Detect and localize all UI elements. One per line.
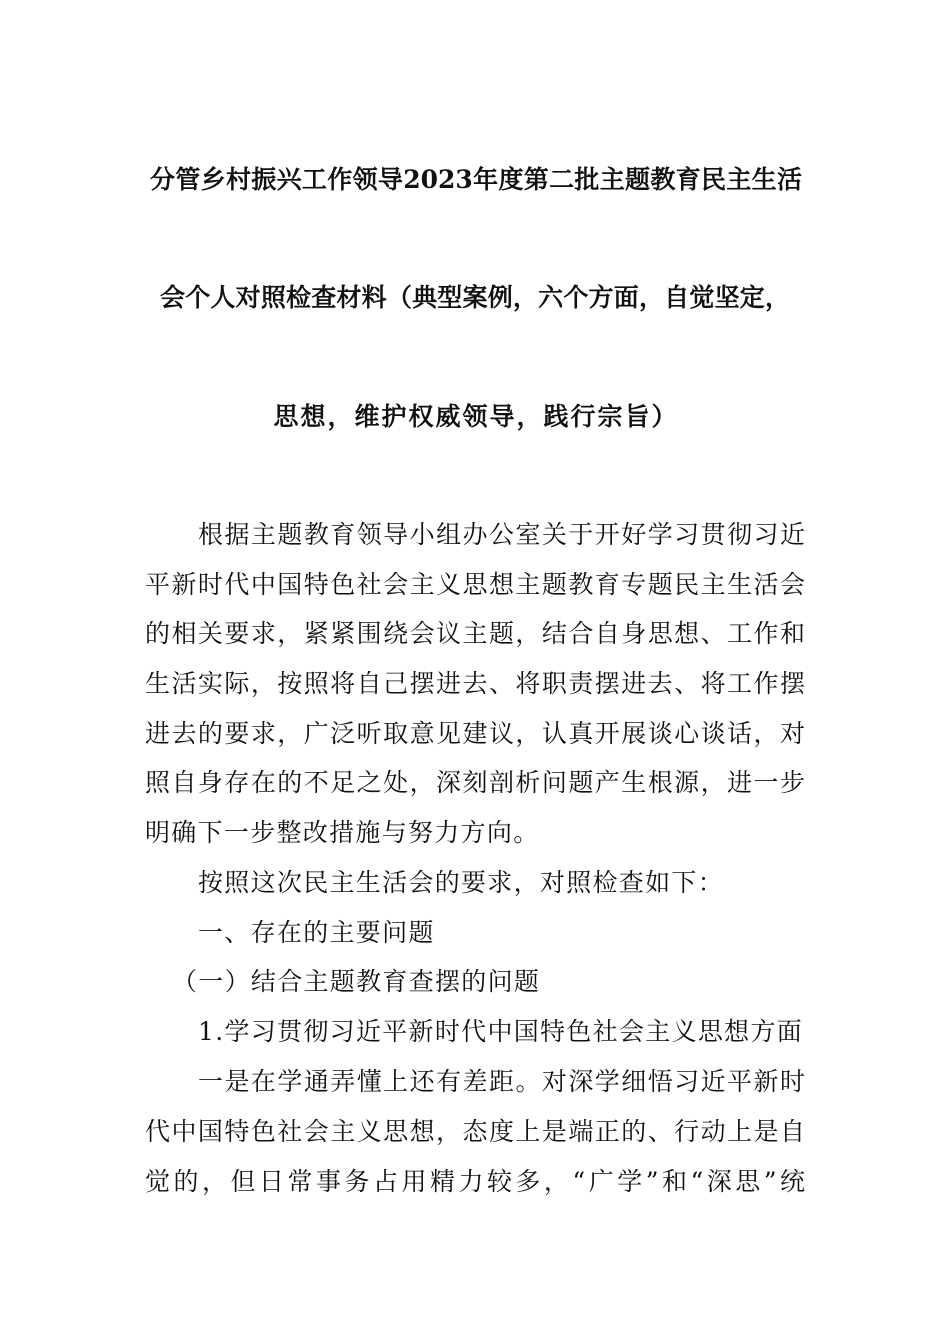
body-line: 进去的要求，广泛听取意见建议，认真开展谈心谈话，对: [145, 719, 805, 748]
body-line: 一、存在的主要问题: [198, 918, 435, 947]
body-line: 明确下一步整改措施与努力方向。: [145, 818, 540, 847]
document-title-line-1: 分管乡村振兴工作领导2023年度第二批主题教育民主生活: [150, 165, 802, 194]
document-title-line-3: 思想，维护权威领导，践行宗旨）: [273, 402, 679, 431]
body-line: 根据主题教育领导小组办公室关于开好学习贯彻习近: [198, 520, 805, 549]
body-line: 生活实际，按照将自己摆进去、将职责摆进去、将工作摆: [145, 669, 805, 698]
body-line: 代中国特色社会主义思想，态度上是端正的、行动上是自: [145, 1117, 805, 1146]
body-line: 1.学习贯彻习近平新时代中国特色社会主义思想方面: [198, 1017, 804, 1046]
document-title-line-2: 会个人对照检查材料（典型案例，六个方面，自觉坚定，: [160, 283, 790, 312]
body-line: 按照这次民主生活会的要求，对照检查如下：: [198, 868, 725, 897]
body-line: 照自身存在的不足之处，深刻剖析问题产生根源，进一步: [145, 768, 805, 797]
body-line: 的相关要求，紧紧围绕会议主题，结合自身思想、工作和: [145, 619, 805, 648]
body-line: 平新时代中国特色社会主义思想主题教育专题民主生活会: [145, 570, 805, 599]
body-line: 一是在学通弄懂上还有差距。对深学细悟习近平新时: [198, 1067, 805, 1096]
body-line: （一）结合主题教育查摆的问题: [172, 967, 541, 996]
body-line: 觉的，但日常事务占用精力较多，“广学”和“深思”统: [145, 1167, 805, 1196]
